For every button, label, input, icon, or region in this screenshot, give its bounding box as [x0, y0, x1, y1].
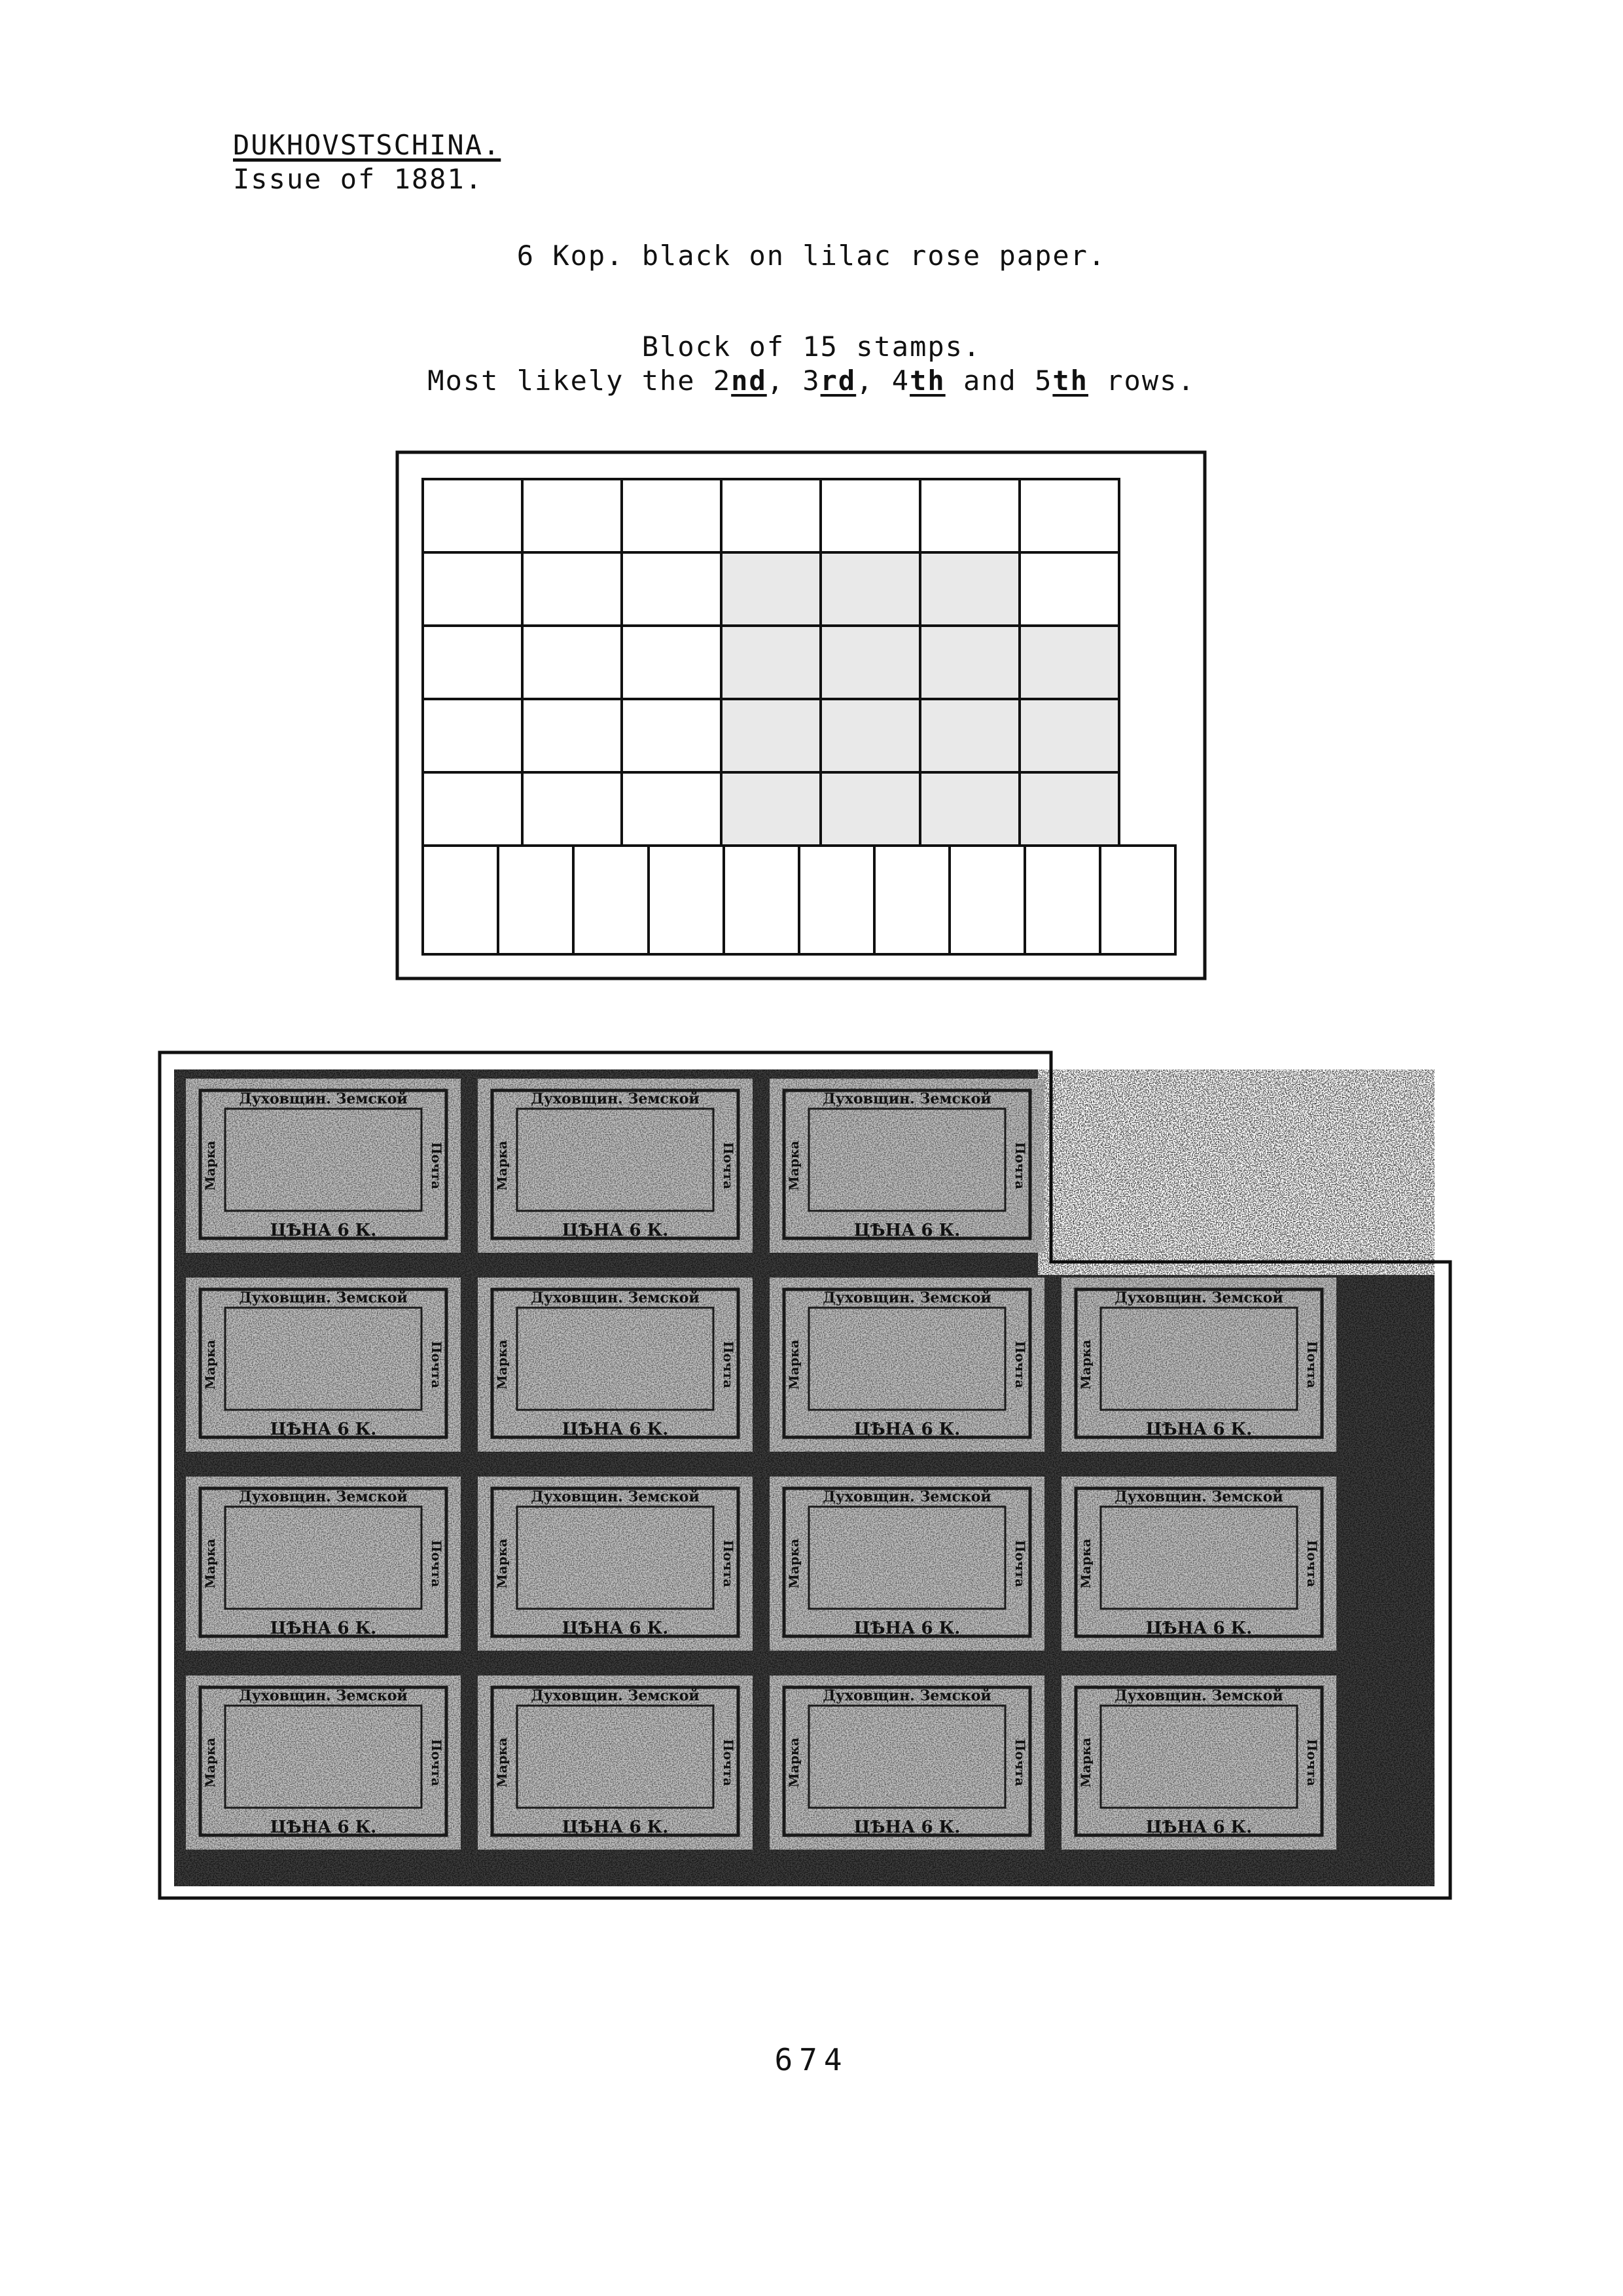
stamp-left-inscription: Марка [202, 1140, 218, 1191]
stamp-cell [423, 626, 522, 699]
bottom-row-cell [1025, 846, 1100, 954]
stamp-cell [423, 552, 522, 626]
stamp-value: ЦѢНА 6 К. [270, 1221, 377, 1240]
stamp-left-inscription: Марка [202, 1538, 218, 1589]
stamp-cell [920, 479, 1020, 552]
stamp-left-inscription: Марка [786, 1737, 802, 1788]
stamp [1061, 1278, 1336, 1452]
stamp-value: ЦѢНА 6 К. [1145, 1420, 1253, 1439]
stamp-value: ЦѢНА 6 К. [853, 1420, 961, 1439]
stamp-left-inscription: Марка [494, 1538, 510, 1589]
stamp-left-inscription: Марка [1078, 1737, 1094, 1788]
stamp [186, 1676, 461, 1850]
stamp-left-inscription: Марка [202, 1339, 218, 1390]
stamp-right-inscription: Почта [1012, 1738, 1028, 1787]
stamp-right-inscription: Почта [429, 1738, 444, 1787]
stamp-right-inscription: Почта [429, 1340, 444, 1389]
highlighted-stamp-cell [721, 772, 821, 846]
stamp [478, 1079, 753, 1253]
row-ordinal-3: 3rd [802, 365, 857, 397]
stamp-top-inscription: Духовщин. Земской [1115, 1687, 1283, 1704]
stamp-value: ЦѢНА 6 К. [1145, 1619, 1253, 1638]
stamp-description: 6 Kop. black on lilac rose paper. [516, 240, 1107, 272]
stamp-right-inscription: Почта [429, 1539, 444, 1588]
highlighted-stamp-cell [721, 626, 821, 699]
stamp-value: ЦѢНА 6 К. [562, 1221, 669, 1240]
stamp-cell [622, 479, 721, 552]
highlighted-stamp-cell [920, 772, 1020, 846]
stamp-right-inscription: Почта [1012, 1340, 1028, 1389]
stamp-value: ЦѢНА 6 К. [270, 1619, 377, 1638]
stamp-left-inscription: Марка [202, 1737, 218, 1788]
stamp [770, 1477, 1044, 1651]
rows-description: Most likely the 2nd, 3rd, 4th and 5th rows. [427, 365, 1196, 397]
stamp-left-inscription: Марка [786, 1140, 802, 1191]
stamp-cell [423, 479, 522, 552]
stamp-right-inscription: Почта [721, 1738, 736, 1787]
page-number: 674 [774, 2042, 849, 2077]
stamp-top-inscription: Духовщин. Земской [239, 1090, 408, 1107]
highlighted-stamp-cell [920, 699, 1020, 772]
stamp-cell [622, 626, 721, 699]
stamp [770, 1676, 1044, 1850]
stamp-right-inscription: Почта [1304, 1738, 1320, 1787]
stamp [478, 1477, 753, 1651]
stamp-top-inscription: Духовщин. Земской [823, 1687, 991, 1704]
stamp-value: ЦѢНА 6 К. [562, 1619, 669, 1638]
stamp-right-inscription: Почта [1012, 1141, 1028, 1190]
row-ordinal-4: 4th [891, 365, 946, 397]
stamp [478, 1676, 753, 1850]
stamp-top-inscription: Духовщин. Земской [531, 1289, 700, 1306]
stamp-value: ЦѢНА 6 К. [562, 1420, 669, 1439]
stamp-top-inscription: Духовщин. Земской [531, 1687, 700, 1704]
highlighted-stamp-cell [920, 552, 1020, 626]
stamp-top-inscription: Духовщин. Земской [239, 1687, 408, 1704]
stamp-cell [622, 699, 721, 772]
bottom-row-cell [724, 846, 799, 954]
stamp-left-inscription: Марка [494, 1737, 510, 1788]
issue-year: Issue of 1881. [233, 163, 484, 195]
stamp-cell [622, 552, 721, 626]
stamp [186, 1278, 461, 1452]
stamp-right-inscription: Почта [721, 1539, 736, 1588]
stamp-right-inscription: Почта [721, 1141, 736, 1190]
stamp-cell [622, 772, 721, 846]
sheet-position-diagram [395, 450, 1207, 980]
stamp-left-inscription: Марка [786, 1538, 802, 1589]
bottom-row-cell [498, 846, 573, 954]
stamp-value: ЦѢНА 6 К. [270, 1818, 377, 1837]
stamp [770, 1278, 1044, 1452]
stamp-top-inscription: Духовщин. Земской [823, 1289, 991, 1306]
stamp-value: ЦѢНА 6 К. [270, 1420, 377, 1439]
highlighted-stamp-cell [1020, 699, 1119, 772]
stamp-value: ЦѢНА 6 К. [853, 1619, 961, 1638]
bottom-row-cell [950, 846, 1025, 954]
highlighted-stamp-cell [821, 552, 920, 626]
highlighted-stamp-cell [1020, 626, 1119, 699]
highlighted-stamp-cell [821, 626, 920, 699]
stamp-cell [1020, 479, 1119, 552]
stamp [186, 1079, 461, 1253]
stamp-top-inscription: Духовщин. Земской [239, 1289, 408, 1306]
stamp-cell [522, 772, 622, 846]
rows-prefix: Most likely the [427, 365, 713, 397]
stamp-cell [721, 479, 821, 552]
stamp-top-inscription: Духовщин. Земской [531, 1488, 700, 1505]
bottom-row-cell [573, 846, 649, 954]
stamp [1061, 1676, 1336, 1850]
highlighted-stamp-cell [821, 699, 920, 772]
bottom-row-cell [649, 846, 724, 954]
stamp-cell [423, 699, 522, 772]
highlighted-stamp-cell [1020, 772, 1119, 846]
highlighted-stamp-cell [821, 772, 920, 846]
stamp-left-inscription: Марка [786, 1339, 802, 1390]
stamp-cell [1020, 552, 1119, 626]
stamp-block-photo [157, 1050, 1453, 1901]
place-title: DUKHOVSTSCHINA. [233, 129, 501, 161]
stamp-cell [522, 626, 622, 699]
highlighted-stamp-cell [721, 552, 821, 626]
highlighted-stamp-cell [920, 626, 1020, 699]
stamp-left-inscription: Марка [1078, 1538, 1094, 1589]
bottom-row-cell [799, 846, 874, 954]
stamp-top-inscription: Духовщин. Земской [823, 1090, 991, 1107]
row-ordinal-2: 2nd [713, 365, 767, 397]
stamp-left-inscription: Марка [1078, 1339, 1094, 1390]
stamp-value: ЦѢНА 6 К. [1145, 1818, 1253, 1837]
stamp-cell [423, 772, 522, 846]
stamp-top-inscription: Духовщин. Земской [823, 1488, 991, 1505]
highlighted-stamp-cell [721, 699, 821, 772]
bottom-row-cell [874, 846, 950, 954]
stamp-right-inscription: Почта [1012, 1539, 1028, 1588]
stamp-right-inscription: Почта [1304, 1340, 1320, 1389]
stamp [478, 1278, 753, 1452]
stamp-cell [821, 479, 920, 552]
stamp-left-inscription: Марка [494, 1339, 510, 1390]
stamp-right-inscription: Почта [429, 1141, 444, 1190]
stamp-value: ЦѢНА 6 К. [853, 1221, 961, 1240]
stamp-left-inscription: Марка [494, 1140, 510, 1191]
stamp [770, 1079, 1044, 1253]
stamp-cell [522, 552, 622, 626]
stamp-right-inscription: Почта [1304, 1539, 1320, 1588]
stamp-cell [522, 479, 622, 552]
stamp [1061, 1477, 1336, 1651]
stamp-top-inscription: Духовщин. Земской [1115, 1488, 1283, 1505]
stamp-value: ЦѢНА 6 К. [562, 1818, 669, 1837]
stamp-top-inscription: Духовщин. Земской [239, 1488, 408, 1505]
stamp-cell [522, 699, 622, 772]
stamp-top-inscription: Духовщин. Земской [531, 1090, 700, 1107]
stamp-value: ЦѢНА 6 К. [853, 1818, 961, 1837]
row-ordinal-5: 5th [1035, 365, 1088, 397]
block-description: Block of 15 stamps. [641, 331, 982, 363]
stamp-right-inscription: Почта [721, 1340, 736, 1389]
bottom-row-cell [423, 846, 498, 954]
bottom-row-cell [1100, 846, 1175, 954]
page-heading [233, 128, 501, 196]
stamp [186, 1477, 461, 1651]
stamp-top-inscription: Духовщин. Земской [1115, 1289, 1283, 1306]
